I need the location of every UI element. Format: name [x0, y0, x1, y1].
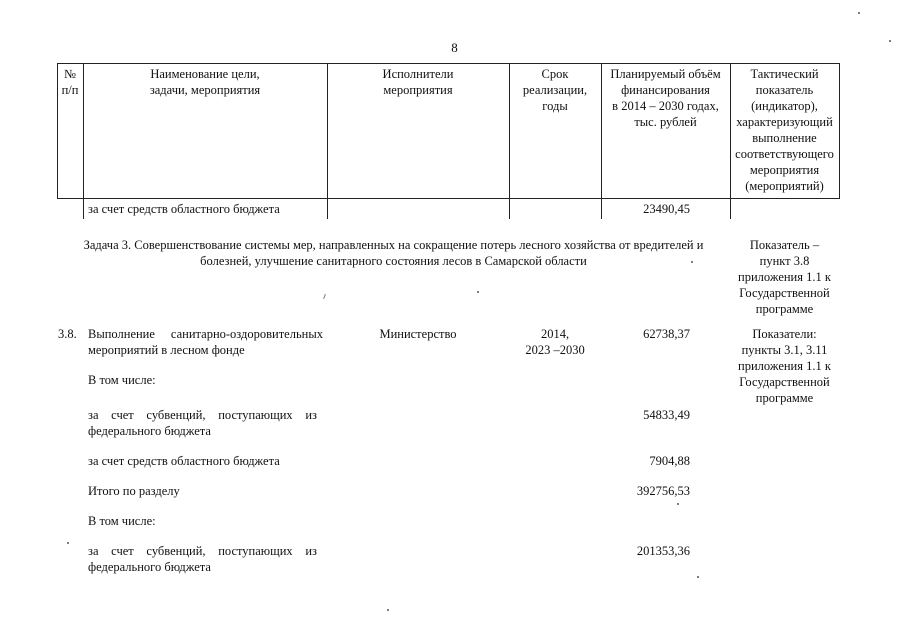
- regional-budget-amount: 7904,88: [649, 454, 690, 468]
- scan-speck: [477, 291, 479, 293]
- header-bottom-border: [57, 198, 839, 199]
- task-3-title: Задача 3. Совершенствование системы мер, направленных на сокращение потерь лесного хозяйства от вредителей и болезней, улучшение санитарного состояния лесов в Самарской области: [83, 238, 704, 268]
- header-executors: Исполнители мероприятия: [382, 67, 454, 97]
- federal-subsidy-amount: 201353,36: [636, 544, 690, 558]
- item-term: 2014, 2023 –2030: [525, 327, 585, 357]
- scan-speck: [858, 12, 860, 14]
- item-name: Выполнение санитарно-оздоровительных мероприятий в лесном фонде: [88, 327, 323, 357]
- scan-speck: [697, 576, 699, 578]
- header-divider: [839, 63, 840, 199]
- regional-budget-label: за счет средств областного бюджета: [88, 454, 280, 468]
- scan-speck: [67, 542, 69, 544]
- item-executor: Министерство: [379, 327, 457, 341]
- federal-subsidy-label: за счет субвенций, поступающих из федерального бюджета: [88, 408, 317, 438]
- including-label: В том числе:: [88, 514, 156, 528]
- item-number: 3.8.: [58, 327, 77, 341]
- item-amount: 62738,37: [643, 327, 690, 341]
- scan-speck: [387, 609, 389, 611]
- scan-speck: [323, 294, 326, 299]
- scan-speck: [677, 503, 679, 505]
- regional-budget-amount: 23490,45: [643, 202, 690, 216]
- including-label: В том числе:: [88, 373, 156, 387]
- scan-speck: [691, 261, 693, 263]
- section-total-amount: 392756,53: [636, 484, 690, 498]
- header-num: № п/п: [61, 67, 79, 97]
- task-3-indicator: Показатель – пункт 3.8 приложения 1.1 к Государственной программе: [738, 238, 831, 316]
- federal-subsidy-amount: 54833,49: [643, 408, 690, 422]
- header-name: Наименование цели, задачи, мероприятия: [149, 67, 261, 97]
- federal-subsidy-label: за счет субвенций, поступающих из федерального бюджета: [88, 544, 317, 574]
- header-top-border: [57, 63, 839, 64]
- header-term: Срок реализации, годы: [522, 67, 588, 113]
- page-number: 8: [451, 40, 458, 55]
- scan-speck: [889, 40, 891, 42]
- header-funding: Планируемый объём финансирования в 2014 – 2030 годах, тыс. рублей: [610, 67, 721, 129]
- header-indicator: Тактический показатель (индикатор), характеризующий выполнение соответствующего мероприятия (мероприятий): [735, 67, 834, 193]
- item-indicator: Показатели: пункты 3.1, 3.11 приложения 1.1 к Государственной программе: [738, 327, 831, 405]
- regional-budget-label: за счет средств областного бюджета: [88, 202, 280, 216]
- section-total-label: Итого по разделу: [88, 484, 180, 498]
